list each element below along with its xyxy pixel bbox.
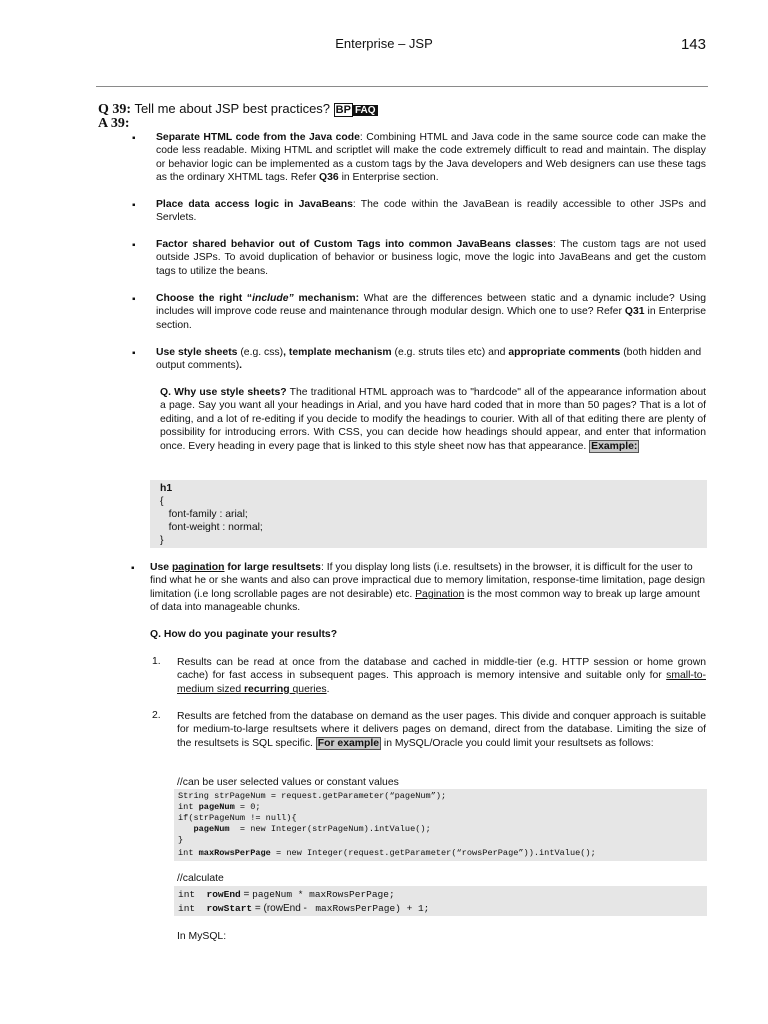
css-code-block: h1 { font-family : arial; font-weight : normal; } (150, 480, 707, 548)
mysql-label: In MySQL: (177, 931, 227, 942)
faq-tag: FAQ (354, 105, 376, 116)
question-text: Tell me about JSP best practices? (134, 101, 331, 116)
header-divider (96, 86, 708, 87)
code-line: int rowStart = (rowEnd - maxRowsPerPage) + 1; (178, 903, 430, 914)
code-comment: //can be user selected values or constant values (177, 777, 399, 788)
bullet-heading: Factor shared behavior out of Custom Tags into common JavaBeans classes (156, 239, 553, 250)
question-label: Q 39: (98, 102, 132, 117)
bullet-marker: ▪ (132, 133, 136, 144)
bullet-marker: ▪ (131, 563, 135, 574)
example-highlight: Example: (591, 440, 638, 452)
code-line: int rowEnd = pageNum * maxRowsPerPage; (178, 889, 395, 900)
style-sheets-explanation: Q. Why use style sheets? The traditional HTML approach was to "hardcode" all of the appearance information about a page. Say you want all your headings in Arial, and you have hard coded that in more than 50 pages? That is a lot of editing, and a lot of re-editing if you decide to modify the headings to courier. With all of that editing there are plenty of possibility for introducing errors. With CSS, you can decide how headings should appear, and enter that information once. Every heading in every page that is linked to this style sheet now has that appearance. Example: (160, 387, 706, 452)
page-number: 143 (680, 36, 706, 53)
running-header-title: Enterprise – JSP (335, 36, 433, 51)
paginate-question: Q. How do you paginate your results? (150, 629, 338, 640)
bullet-marker: ▪ (132, 348, 136, 359)
code-line: int pageNum = 0; (178, 802, 261, 812)
answer-label: A 39: (98, 116, 130, 131)
numbered-item-cache: Results can be read at once from the database and cached in middle-tier (e.g. HTTP session or home grown cache) for fast access in subsequent pages. This approach is memory intensive and suitable only for small-to-medium sized recurring queries. (177, 657, 706, 695)
code-line: } (178, 835, 184, 845)
subquestion-heading: Q. Why use style sheets? (160, 387, 287, 398)
reference-q36: Q36 (319, 172, 339, 184)
bullet-marker: ▪ (132, 294, 136, 305)
code-line: pageNum = new Integer(strPageNum).intValue(); (193, 824, 431, 834)
list-number: 1. (152, 656, 161, 667)
bullet-data-access: Place data access logic in JavaBeans: The code within the JavaBean is readily accessible to other JSPs and Servlets. (156, 199, 706, 224)
bullet-include-mechanism: Choose the right “include” mechanism: What are the differences between static and a dynamic include? Using includes will improve code reuse and maintenance through modular design. Which one to use? Refer Q31 in Enterprise section. (156, 293, 707, 331)
bullet-heading: Separate HTML code from the Java code (156, 132, 360, 143)
question-line (98, 101, 378, 118)
calculate-comment: //calculate (177, 873, 224, 884)
code-line: String strPageNum = request.getParameter(“pageNum”); (178, 791, 447, 801)
bullet-separate-html: Separate HTML code from the Java code: Combining HTML and Java code in the same source code can make the code less readable. Mixing HTML and scriptlet will make the code extremely difficult to read and maintain. The display or behavior logic can be implemented as a custom tags by the Java developers and Web designers can use these tags as the ordinary XHTML tags. Refer Q36 in Enterprise section. (156, 132, 706, 184)
list-number: 2. (152, 710, 161, 721)
for-example-highlight: For example (317, 737, 380, 749)
reference-q31: Q31 (624, 306, 645, 318)
bullet-factor-behavior: Factor shared behavior out of Custom Tags into common JavaBeans classes: The custom tags are not used outside JSPs. To avoid duplication of behavior or business logic, move the logic into JavaBeans and get the custom tags to utilize the beans. (156, 239, 706, 277)
bullet-heading: Choose the right “include” mechanism: (156, 293, 360, 304)
code-line: if(strPageNum != null){ (178, 813, 297, 823)
code-line: int maxRowsPerPage = new Integer(request.getParameter(“rowsPerPage”)).intValue(); (178, 848, 596, 858)
bullet-pagination: Use pagination for large resultsets: If you display long lists (i.e. resultsets) in the browser, it is difficult for the user to find what he or she wants and also can prove impractical due to memory limitation, response-time limitation, page design limitation (i.e long scrollable pages are not desirable) etc. Pagination is the most common way to break up large amount of data into manageable chunks. (150, 562, 706, 614)
bullet-style-sheets: Use style sheets (e.g. css), template mechanism (e.g. struts tiles etc) and appropriate comments (both hidden and output comments). (156, 347, 702, 372)
bullet-marker: ▪ (132, 240, 136, 251)
bullet-marker: ▪ (132, 200, 136, 211)
bullet-heading: Place data access logic in JavaBeans (156, 199, 353, 210)
numbered-item-on-demand: Results are fetched from the database on demand as the user pages. This divide and conquer approach is suitable for medium-to-large resultsets where it delivers pages on demand, direct from the database. Limiting the size of the resultsets is SQL specific. For example in MySQL/Oracle you could limit your resultsets as follows: (177, 711, 706, 749)
bp-tag: BP (335, 104, 351, 116)
